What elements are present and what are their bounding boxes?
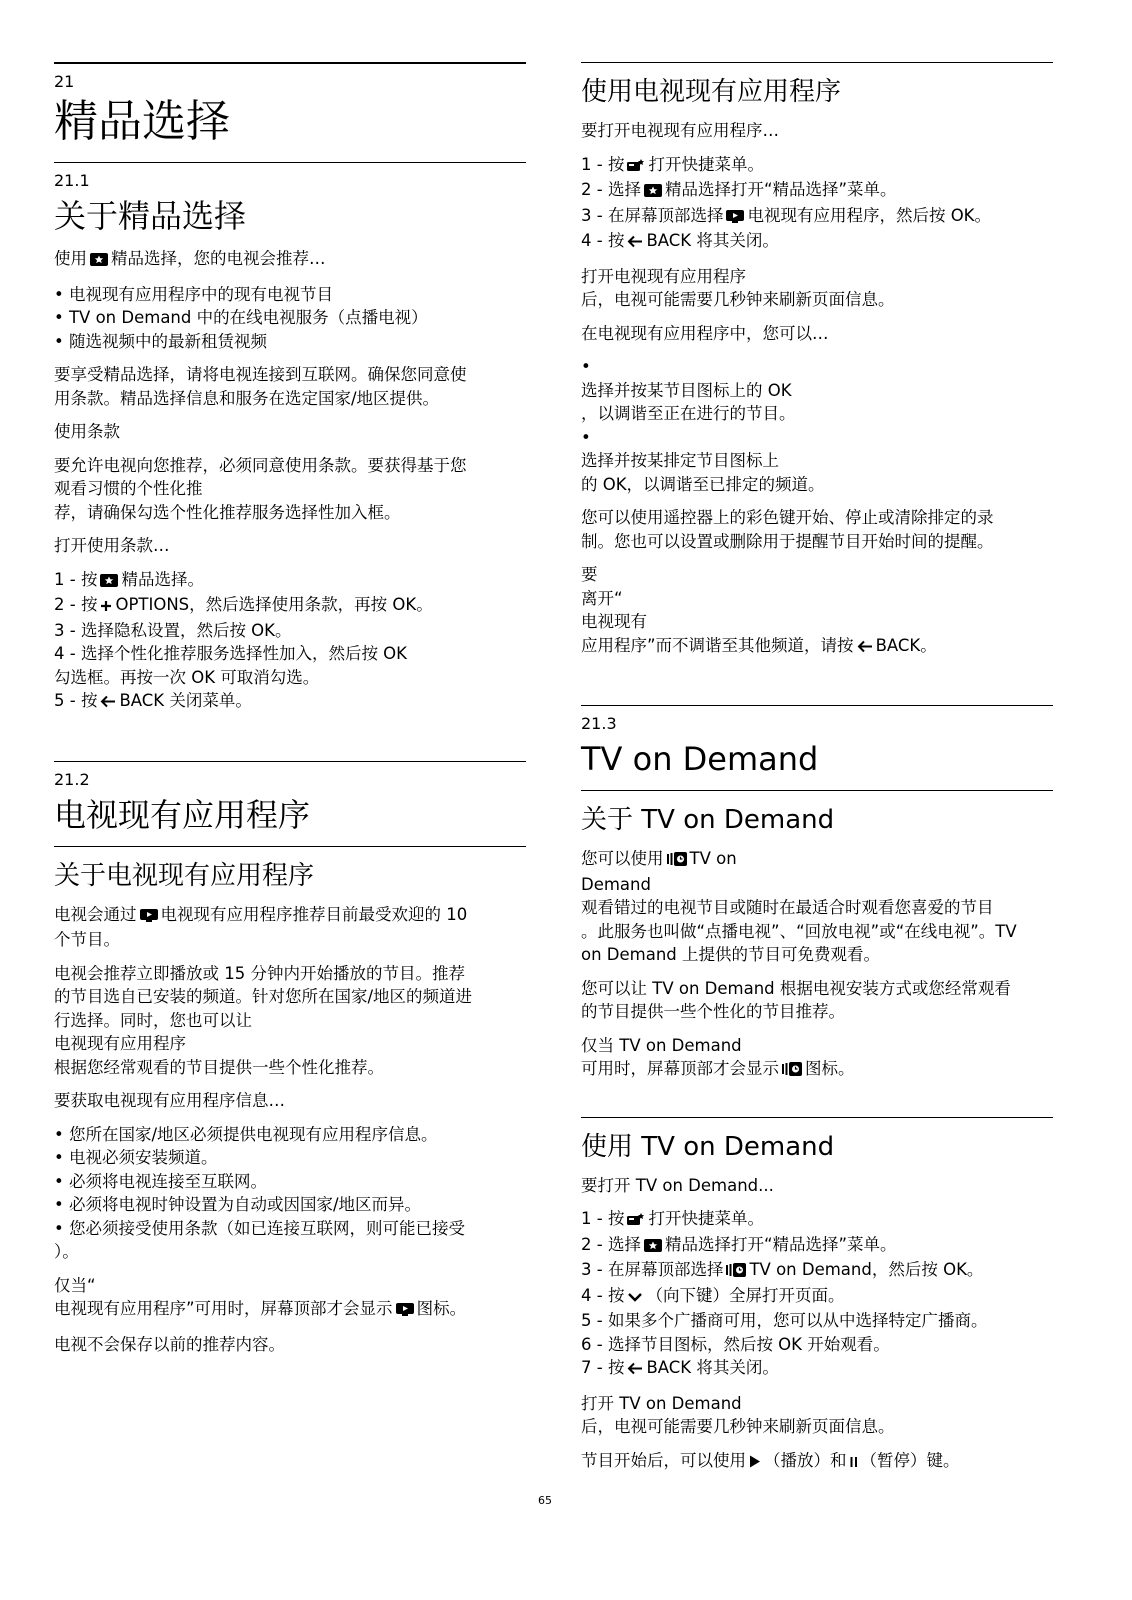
tv-on-demand-icon xyxy=(782,1059,802,1083)
right-column xyxy=(581,62,1053,1484)
paragraph: 要允许电视向您推荐，必须同意使用条款。要获得基于您 观看习惯的个性化推 荐，请确保勾选个性化推荐服务选择性加入框。 xyxy=(54,455,467,522)
step-item: 1 - 按 精品选择。 xyxy=(54,568,526,594)
back-arrow-icon xyxy=(857,636,873,660)
step-item: 5 - 如果多个广播商可用，您可以从中选择特定广播商。 xyxy=(581,1311,988,1330)
terms-heading: 使用条款 xyxy=(54,422,120,441)
paragraph: 打开电视现有应用程序 后，电视可能需要几秒钟来刷新页面信息。 xyxy=(581,266,895,309)
section-number: 21.1 xyxy=(54,171,90,190)
page-number: 65 xyxy=(538,1494,552,1507)
section-number: 21.2 xyxy=(54,769,90,789)
list-item: ）。 xyxy=(54,1242,79,1261)
paragraph: 仅当“ 电视现有应用程序”可用时，屏幕顶部才会显示 图标。 xyxy=(54,1274,526,1323)
bullet-mark: • xyxy=(581,357,591,376)
bullet-list xyxy=(54,1123,526,1264)
back-arrow-icon xyxy=(627,231,643,255)
chapter-rule xyxy=(54,62,526,64)
list-item: 选择并按某节目图标上的 OK xyxy=(581,380,792,400)
subsection-rule xyxy=(54,846,526,847)
paragraph: 电视会通过 电视现有应用程序推荐目前最受欢迎的 10 个节目。 xyxy=(54,904,468,949)
paragraph: 节目开始后，可以使用 （播放）和 （暂停）键。 xyxy=(581,1449,1053,1475)
step-list xyxy=(581,153,1053,255)
list-item: • 必须将电视时钟设置为自动或因国家/地区而异。 xyxy=(54,1195,422,1214)
list-item: 选择并按某排定节目图标上 xyxy=(581,451,779,470)
tv-apps-icon xyxy=(396,1299,414,1323)
step-item: 1 - 按 打开快捷菜单。 xyxy=(581,153,1053,179)
bullet-list xyxy=(54,283,526,354)
list-item: ，以调谐至正在进行的节目。 xyxy=(581,404,796,423)
tv-on-demand-icon xyxy=(726,1260,746,1284)
chapter-number: 21 xyxy=(54,72,75,91)
subsection-rule xyxy=(581,790,1053,791)
play-icon xyxy=(749,1451,761,1475)
step-item: 2 - 选择 精品选择打开“精品选择”菜单。 xyxy=(581,1233,1053,1259)
section-number: 21.3 xyxy=(581,714,617,733)
subsection-title: 使用电视现有应用程序 xyxy=(581,77,842,107)
step-item: 4 - 按 BACK 将其关闭。 xyxy=(581,229,1053,255)
paragraph: 要获取电视现有应用程序信息… xyxy=(54,1091,285,1110)
bullet-list xyxy=(581,355,1053,496)
step-item: 2 - 选择 精品选择打开“精品选择”菜单。 xyxy=(581,178,1053,204)
list-item: • 您所在国家/地区必须提供电视现有应用程序信息。 xyxy=(54,1124,438,1144)
bullet-mark: • xyxy=(581,427,591,447)
section-rule xyxy=(581,705,1053,706)
section-title: TV on Demand xyxy=(581,740,819,778)
step-item: 7 - 按 BACK 将其关闭。 xyxy=(581,1356,1053,1382)
pause-icon xyxy=(850,1451,858,1475)
step-item: 6 - 选择节目图标，然后按 OK 开始观看。 xyxy=(581,1334,890,1354)
list-item: • 必须将电视连接至互联网。 xyxy=(54,1171,267,1191)
featured-icon xyxy=(100,570,118,594)
paragraph: 要 离开“ 电视现有 应用程序”而不调谐至其他频道，请按 BACK。 xyxy=(581,563,1053,659)
step-item: 3 - 在屏幕顶部选择 电视现有应用程序，然后按 OK。 xyxy=(581,204,1053,230)
paragraph: 在电视现有应用程序中，您可以… xyxy=(581,323,829,343)
chapter-title: 精品选择 xyxy=(54,96,230,147)
section-title: 关于精品选择 xyxy=(54,197,247,235)
subsection-rule xyxy=(581,62,1053,63)
step-list xyxy=(54,568,526,715)
subsection-title: 关于电视现有应用程序 xyxy=(54,860,315,891)
list-item: • 电视现有应用程序中的现有电视节目 xyxy=(54,284,333,304)
subsection-rule xyxy=(581,1117,1053,1118)
paragraph: 电视会推荐立即播放或 15 分钟内开始播放的节目。推荐 的节目选自已安装的频道。针对您所在国家/地区的频道进 行选择。同时，您也可以让 电视现有应用程序 根据您经常观看的节目提供一些个性化推荐。 xyxy=(54,963,473,1077)
list-item: • 随选视频中的最新租赁视频 xyxy=(54,331,267,351)
tv-on-demand-icon xyxy=(667,849,687,873)
quick-menu-icon xyxy=(627,155,645,179)
paragraph: 要打开电视现有应用程序… xyxy=(581,121,779,140)
list-item: 的 OK，以调谐至已排定的频道。 xyxy=(581,474,825,494)
step-item: 4 - 选择个性化推荐服务选择性加入，然后按 OK xyxy=(54,644,407,663)
paragraph: 使用 精品选择，您的电视会推荐… xyxy=(54,247,526,273)
paragraph: 仅当 TV on Demand 可用时，屏幕顶部才会显示 图标。 xyxy=(581,1034,1053,1083)
subsection-title: 关于 TV on Demand xyxy=(581,805,835,835)
step-item: 3 - 选择隐私设置，然后按 OK。 xyxy=(54,620,292,640)
step-item: 4 - 按 （向下键）全屏打开页面。 xyxy=(581,1284,1053,1310)
tv-apps-icon xyxy=(726,206,744,230)
section-title: 电视现有应用程序 xyxy=(54,795,311,834)
step-item: 3 - 在屏幕顶部选择 TV on Demand，然后按 OK。 xyxy=(581,1258,1053,1284)
list-item: • TV on Demand 中的在线电视服务（点播电视） xyxy=(54,308,428,327)
paragraph: 您可以使用 TV on Demand 观看错过的电视节目或随时在最适合时观看您喜爱的节目 。此服务也叫做“点播电视”、“回放电视”或“在线电视”。TV on Demand 上提供的节目可免费观看。 xyxy=(581,849,1017,964)
step-item: 2 - 按 OPTIONS，然后选择使用条款，再按 OK。 xyxy=(54,593,526,619)
tv-apps-icon xyxy=(140,905,158,929)
back-arrow-icon xyxy=(100,691,116,715)
paragraph: 打开使用条款… xyxy=(54,536,170,555)
step-item: 1 - 按 打开快捷菜单。 xyxy=(581,1207,1053,1233)
paragraph: 电视不会保存以前的推荐内容。 xyxy=(54,1334,285,1354)
list-item: • 电视必须安装频道。 xyxy=(54,1148,218,1167)
step-item: 勾选框。再按一次 OK 可取消勾选。 xyxy=(54,667,320,687)
featured-icon xyxy=(90,249,108,273)
step-list xyxy=(581,1207,1053,1382)
paragraph: 您可以使用遥控器上的彩色键开始、停止或清除排定的录 制。您也可以设置或删除用于提醒节目开始时间的提醒。 xyxy=(581,508,994,551)
paragraph: 要打开 TV on Demand... xyxy=(581,1175,774,1195)
featured-icon xyxy=(644,180,662,204)
paragraph: 要享受精品选择，请将电视连接到互联网。确保您同意使 用条款。精品选择信息和服务在选定国家/地区提供。 xyxy=(54,365,467,408)
chevron-down-icon xyxy=(627,1286,643,1310)
step-item: 5 - 按 BACK 关闭菜单。 xyxy=(54,689,526,715)
subsection-title: 使用 TV on Demand xyxy=(581,1131,835,1162)
left-column xyxy=(54,62,526,1366)
paragraph: 您可以让 TV on Demand 根据电视安装方式或您经常观看 的节目提供一些个性化的节目推荐。 xyxy=(581,978,1011,1021)
back-arrow-icon xyxy=(627,1358,643,1382)
paragraph: 打开 TV on Demand 后，电视可能需要几秒钟来刷新页面信息。 xyxy=(581,1393,895,1436)
section-rule xyxy=(54,761,526,762)
plus-icon xyxy=(100,595,112,619)
list-item: • 您必须接受使用条款（如已连接互联网，则可能已接受 xyxy=(54,1218,465,1238)
quick-menu-icon xyxy=(627,1209,645,1233)
featured-icon xyxy=(644,1235,662,1259)
section-rule xyxy=(54,162,526,163)
